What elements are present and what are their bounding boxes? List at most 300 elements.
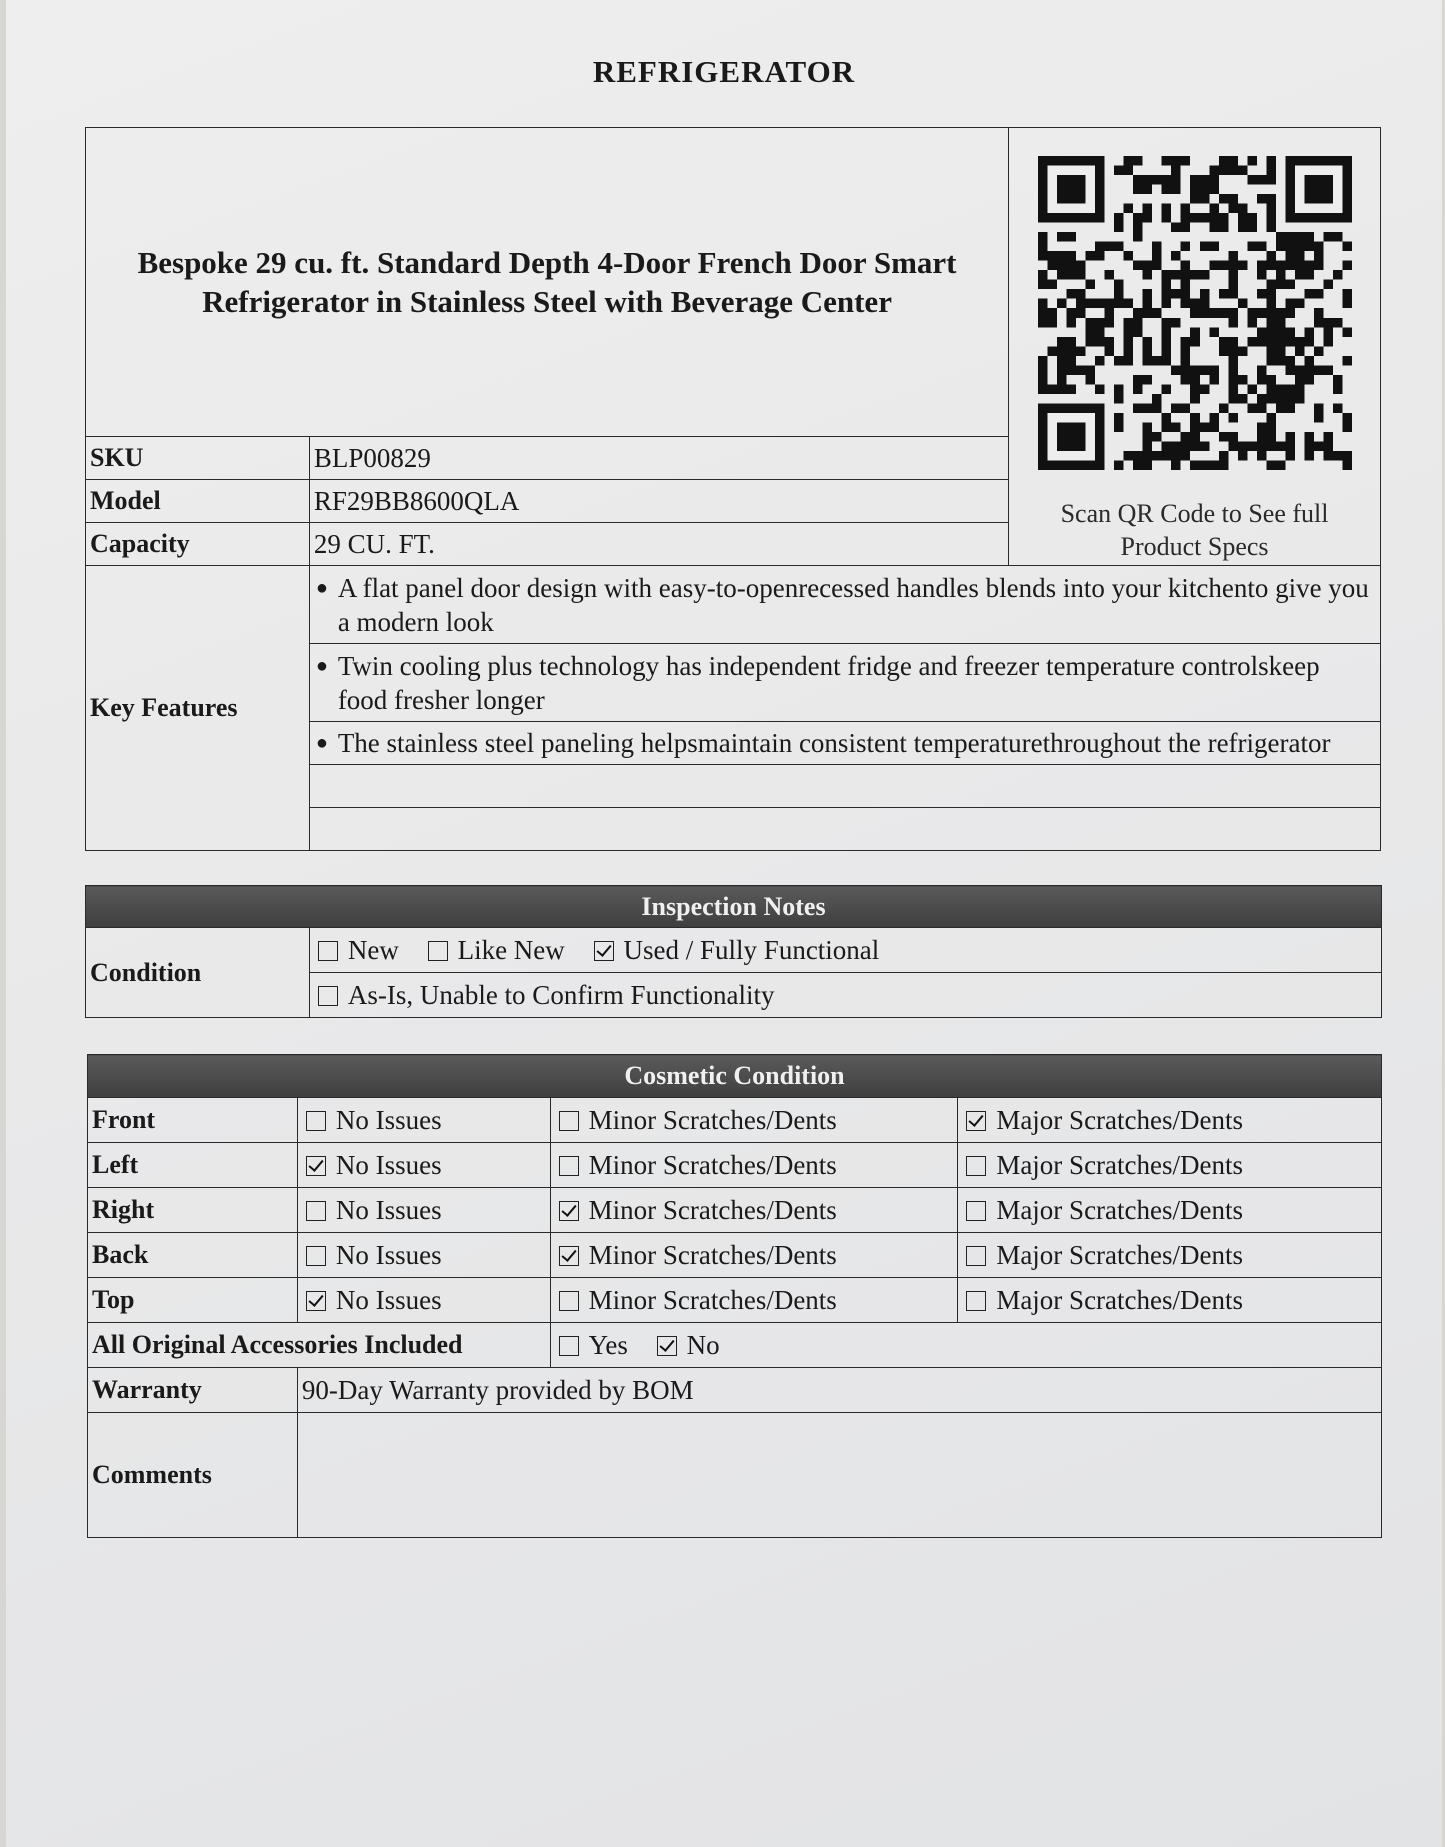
qr-module bbox=[1085, 318, 1095, 328]
cosmetic-option[interactable] bbox=[550, 1188, 958, 1233]
qr-module bbox=[1104, 308, 1114, 318]
qr-module bbox=[1218, 337, 1228, 347]
qr-module bbox=[1218, 194, 1228, 204]
qr-module bbox=[1057, 299, 1067, 309]
qr-module bbox=[1114, 460, 1124, 470]
qr-module bbox=[1218, 460, 1228, 470]
qr-module bbox=[1313, 365, 1323, 375]
qr-module bbox=[1104, 337, 1114, 347]
qr-module bbox=[1266, 460, 1276, 470]
qr-module bbox=[1047, 346, 1057, 356]
qr-module bbox=[1038, 365, 1048, 375]
qr-module bbox=[1114, 280, 1124, 290]
qr-module bbox=[1228, 261, 1238, 271]
qr-module bbox=[1161, 384, 1171, 394]
qr-module bbox=[1275, 327, 1285, 337]
qr-module bbox=[1114, 413, 1124, 423]
qr-module bbox=[1066, 356, 1076, 366]
qr-module bbox=[1294, 365, 1304, 375]
qr-module bbox=[1180, 299, 1190, 309]
qr-module bbox=[1342, 356, 1352, 366]
qr-module bbox=[1237, 299, 1247, 309]
qr-module bbox=[1342, 460, 1352, 470]
qr-module bbox=[1161, 289, 1171, 299]
qr-module bbox=[1199, 213, 1209, 223]
qr-module bbox=[1323, 327, 1333, 337]
qr-module bbox=[1114, 384, 1124, 394]
qr-module bbox=[1114, 289, 1124, 299]
qr-module bbox=[1333, 318, 1343, 328]
qr-module bbox=[1180, 403, 1190, 413]
qr-module bbox=[1294, 299, 1304, 309]
qr-module bbox=[1076, 270, 1086, 280]
qr-module bbox=[1228, 384, 1238, 394]
qr-module bbox=[1123, 337, 1133, 347]
qr-module bbox=[1171, 166, 1181, 176]
qr-module bbox=[1133, 451, 1143, 461]
qr-module bbox=[1218, 166, 1228, 176]
qr-module bbox=[1190, 175, 1200, 185]
accessories-yes[interactable] bbox=[559, 1330, 628, 1360]
bullet-icon: ● bbox=[315, 654, 328, 677]
qr-module bbox=[1123, 451, 1133, 461]
sku-value: BLP00829 bbox=[309, 437, 1008, 480]
option-label: Major Scratches/Dents bbox=[996, 1149, 1243, 1180]
qr-module bbox=[1114, 166, 1124, 176]
qr-module bbox=[1209, 413, 1219, 423]
cosmetic-row-label: Left bbox=[88, 1143, 298, 1188]
qr-module bbox=[1294, 394, 1304, 404]
qr-module bbox=[1057, 375, 1067, 385]
qr-module bbox=[1285, 432, 1295, 442]
qr-module bbox=[1161, 441, 1171, 451]
qr-module bbox=[1304, 289, 1314, 299]
comments-value[interactable] bbox=[297, 1413, 1381, 1538]
qr-module bbox=[1199, 242, 1209, 252]
cosmetic-option[interactable] bbox=[297, 1098, 550, 1143]
qr-module bbox=[1256, 289, 1266, 299]
qr-module bbox=[1275, 280, 1285, 290]
comments-label: Comments bbox=[88, 1413, 298, 1538]
qr-module bbox=[1123, 346, 1133, 356]
qr-module bbox=[1161, 299, 1171, 309]
option-label: Yes bbox=[588, 1329, 628, 1360]
qr-module bbox=[1237, 213, 1247, 223]
key-features-label: Key Features bbox=[86, 566, 310, 851]
qr-module bbox=[1133, 403, 1143, 413]
cosmetic-option[interactable] bbox=[550, 1143, 958, 1188]
product-name bbox=[86, 128, 1009, 437]
qr-module bbox=[1256, 327, 1266, 337]
qr-module bbox=[1285, 261, 1295, 271]
qr-module bbox=[1180, 213, 1190, 223]
qr-module bbox=[1161, 327, 1171, 337]
qr-module bbox=[1237, 204, 1247, 214]
qr-module bbox=[1057, 337, 1067, 347]
qr-caption-line1: Scan QR Code to See full bbox=[1060, 499, 1329, 528]
qr-module bbox=[1275, 394, 1285, 404]
qr-module bbox=[1171, 175, 1181, 185]
qr-module bbox=[1180, 289, 1190, 299]
qr-module bbox=[1285, 232, 1295, 242]
qr-module bbox=[1333, 451, 1343, 461]
option-label: No Issues bbox=[335, 1239, 442, 1270]
qr-module bbox=[1066, 318, 1076, 328]
qr-module bbox=[1133, 318, 1143, 328]
qr-module bbox=[1237, 451, 1247, 461]
option-label: Like New bbox=[457, 934, 565, 965]
cosmetic-option[interactable] bbox=[550, 1278, 958, 1323]
qr-module bbox=[1228, 356, 1238, 366]
qr-module bbox=[1333, 403, 1343, 413]
qr-module bbox=[1285, 384, 1295, 394]
qr-module bbox=[1171, 251, 1181, 261]
checkbox-icon bbox=[559, 1111, 579, 1131]
qr-module bbox=[1228, 394, 1238, 404]
qr-module bbox=[1123, 156, 1133, 166]
option-label: No Issues bbox=[335, 1149, 442, 1180]
qr-module bbox=[1142, 204, 1152, 214]
qr-module bbox=[1266, 318, 1276, 328]
qr-module bbox=[1256, 432, 1266, 442]
qr-module bbox=[1304, 432, 1314, 442]
qr-module bbox=[1161, 346, 1171, 356]
cosmetic-option[interactable] bbox=[550, 1098, 958, 1143]
condition-new[interactable] bbox=[318, 935, 399, 965]
cosmetic-option[interactable] bbox=[958, 1233, 1382, 1278]
qr-module bbox=[1294, 270, 1304, 280]
checkbox-icon bbox=[559, 1246, 579, 1266]
qr-module bbox=[1180, 451, 1190, 461]
accessories-no[interactable] bbox=[657, 1330, 720, 1360]
qr-module bbox=[1047, 261, 1057, 271]
qr-module bbox=[1190, 308, 1200, 318]
qr-module bbox=[1313, 441, 1323, 451]
qr-caption bbox=[1013, 497, 1376, 563]
qr-module bbox=[1256, 441, 1266, 451]
option-label: Major Scratches/Dents bbox=[996, 1284, 1243, 1315]
qr-module bbox=[1142, 289, 1152, 299]
qr-module bbox=[1228, 194, 1238, 204]
qr-module bbox=[1266, 356, 1276, 366]
cosmetic-row bbox=[88, 1098, 1382, 1143]
qr-module bbox=[1180, 204, 1190, 214]
qr-module bbox=[1313, 346, 1323, 356]
qr-module bbox=[1209, 375, 1219, 385]
qr-module bbox=[1228, 413, 1238, 423]
qr-module bbox=[1171, 441, 1181, 451]
qr-module bbox=[1323, 318, 1333, 328]
qr-module bbox=[1209, 422, 1219, 432]
product-name-line2: Refrigerator in Stainless Steel with Beverage Center bbox=[202, 284, 892, 319]
qr-cell bbox=[1009, 128, 1381, 566]
qr-module bbox=[1142, 432, 1152, 442]
checkbox-icon bbox=[966, 1111, 986, 1131]
qr-module bbox=[1180, 441, 1190, 451]
option-label: Minor Scratches/Dents bbox=[588, 1149, 837, 1180]
qr-module bbox=[1304, 451, 1314, 461]
qr-module bbox=[1047, 280, 1057, 290]
qr-module bbox=[1294, 251, 1304, 261]
condition-used[interactable] bbox=[594, 935, 880, 965]
qr-code[interactable] bbox=[1038, 156, 1352, 470]
qr-module bbox=[1085, 327, 1095, 337]
checkbox-icon bbox=[966, 1246, 986, 1266]
qr-module bbox=[1057, 365, 1067, 375]
qr-module bbox=[1142, 346, 1152, 356]
qr-module bbox=[1323, 432, 1333, 442]
cosmetic-option[interactable] bbox=[297, 1188, 550, 1233]
qr-module bbox=[1218, 451, 1228, 461]
qr-module bbox=[1057, 175, 1086, 204]
qr-module bbox=[1199, 422, 1209, 432]
qr-module bbox=[1180, 242, 1190, 252]
qr-module bbox=[1066, 384, 1076, 394]
qr-module bbox=[1190, 270, 1200, 280]
cosmetic-option[interactable] bbox=[297, 1278, 550, 1323]
qr-module bbox=[1057, 251, 1067, 261]
qr-module bbox=[1285, 451, 1295, 461]
qr-module bbox=[1266, 213, 1276, 223]
qr-module bbox=[1038, 242, 1048, 252]
qr-module bbox=[1152, 261, 1162, 271]
qr-module bbox=[1190, 365, 1200, 375]
qr-module bbox=[1285, 441, 1295, 451]
qr-module bbox=[1133, 327, 1143, 337]
qr-module bbox=[1247, 384, 1257, 394]
qr-module bbox=[1266, 384, 1276, 394]
qr-module bbox=[1190, 422, 1200, 432]
qr-module bbox=[1190, 327, 1200, 337]
qr-module bbox=[1256, 337, 1266, 347]
qr-module bbox=[1266, 327, 1276, 337]
qr-module bbox=[1247, 213, 1257, 223]
option-label: No Issues bbox=[335, 1194, 442, 1225]
qr-module bbox=[1218, 403, 1228, 413]
qr-module bbox=[1218, 346, 1228, 356]
qr-module bbox=[1095, 337, 1105, 347]
condition-as-is[interactable] bbox=[318, 980, 775, 1010]
key-feature-text: Twin cooling plus technology has independent fridge and freezer temperature controlskeep food fresher longer bbox=[337, 650, 1320, 715]
qr-module bbox=[1294, 232, 1304, 242]
qr-module bbox=[1313, 318, 1323, 328]
qr-module bbox=[1237, 166, 1247, 176]
qr-module bbox=[1161, 204, 1171, 214]
qr-module bbox=[1313, 261, 1323, 271]
qr-module bbox=[1218, 289, 1228, 299]
accessories-options bbox=[550, 1323, 1381, 1368]
qr-module bbox=[1076, 365, 1086, 375]
qr-module bbox=[1085, 365, 1095, 375]
product-table bbox=[85, 127, 1381, 851]
qr-module bbox=[1266, 394, 1276, 404]
qr-module bbox=[1123, 251, 1133, 261]
checkbox-icon bbox=[559, 1201, 579, 1221]
condition-options-row2 bbox=[309, 973, 1381, 1018]
option-label: Minor Scratches/Dents bbox=[588, 1284, 837, 1315]
qr-module bbox=[1057, 384, 1067, 394]
qr-module bbox=[1304, 356, 1314, 366]
qr-module bbox=[1085, 375, 1095, 385]
checkbox-icon bbox=[559, 1291, 579, 1311]
qr-module bbox=[1209, 460, 1219, 470]
qr-module bbox=[1142, 308, 1152, 318]
qr-module bbox=[1057, 270, 1067, 280]
qr-module bbox=[1209, 327, 1219, 337]
qr-module bbox=[1133, 213, 1143, 223]
checkbox-icon bbox=[594, 941, 614, 961]
qr-module bbox=[1256, 308, 1266, 318]
qr-module bbox=[1342, 413, 1352, 423]
capacity-label: Capacity bbox=[86, 523, 310, 566]
cosmetic-option[interactable] bbox=[958, 1188, 1382, 1233]
qr-module bbox=[1199, 185, 1209, 195]
qr-module bbox=[1190, 394, 1200, 404]
qr-module bbox=[1171, 185, 1181, 195]
qr-module bbox=[1114, 242, 1124, 252]
qr-module bbox=[1275, 403, 1285, 413]
qr-module bbox=[1209, 213, 1219, 223]
condition-like-new[interactable] bbox=[428, 935, 565, 965]
qr-module bbox=[1152, 356, 1162, 366]
checkbox-icon bbox=[966, 1201, 986, 1221]
qr-module bbox=[1275, 441, 1285, 451]
qr-module bbox=[1237, 223, 1247, 233]
document-page bbox=[6, 0, 1442, 1847]
qr-module bbox=[1066, 337, 1076, 347]
qr-module bbox=[1066, 346, 1076, 356]
qr-module bbox=[1228, 441, 1238, 451]
qr-module bbox=[1076, 346, 1086, 356]
qr-module bbox=[1285, 394, 1295, 404]
qr-module bbox=[1171, 365, 1181, 375]
qr-module bbox=[1275, 270, 1285, 280]
qr-module bbox=[1237, 261, 1247, 271]
qr-module bbox=[1142, 441, 1152, 451]
qr-module bbox=[1123, 299, 1133, 309]
cosmetic-option[interactable] bbox=[550, 1233, 958, 1278]
option-label: Minor Scratches/Dents bbox=[588, 1239, 837, 1270]
qr-module bbox=[1038, 280, 1048, 290]
option-label: No Issues bbox=[335, 1104, 442, 1135]
qr-module bbox=[1199, 365, 1209, 375]
qr-module bbox=[1333, 384, 1343, 394]
product-name-line1: Bespoke 29 cu. ft. Standard Depth 4-Door French Door Smart bbox=[137, 245, 957, 280]
qr-module bbox=[1266, 156, 1276, 166]
qr-module bbox=[1095, 318, 1105, 328]
qr-module bbox=[1256, 365, 1266, 375]
qr-module bbox=[1190, 384, 1200, 394]
qr-module bbox=[1142, 185, 1152, 195]
qr-module bbox=[1218, 213, 1228, 223]
qr-module bbox=[1304, 441, 1314, 451]
condition-label: Condition bbox=[86, 928, 310, 1018]
qr-module bbox=[1038, 299, 1048, 309]
qr-module bbox=[1228, 375, 1238, 385]
qr-module bbox=[1285, 299, 1295, 309]
qr-module bbox=[1304, 327, 1314, 337]
qr-module bbox=[1266, 204, 1276, 214]
cosmetic-row bbox=[88, 1143, 1382, 1188]
qr-module bbox=[1190, 194, 1200, 204]
cosmetic-option[interactable] bbox=[958, 1143, 1382, 1188]
qr-module bbox=[1247, 242, 1257, 252]
qr-module bbox=[1123, 318, 1133, 328]
qr-module bbox=[1133, 308, 1143, 318]
cosmetic-option[interactable] bbox=[958, 1278, 1382, 1323]
qr-module bbox=[1209, 175, 1219, 185]
qr-module bbox=[1266, 375, 1276, 385]
cosmetic-option[interactable] bbox=[297, 1143, 550, 1188]
qr-module bbox=[1180, 280, 1190, 290]
qr-module bbox=[1152, 451, 1162, 461]
checkbox-icon bbox=[559, 1336, 579, 1356]
qr-module bbox=[1275, 356, 1285, 366]
qr-module bbox=[1333, 270, 1343, 280]
checkbox-icon bbox=[318, 941, 338, 961]
qr-module bbox=[1218, 223, 1228, 233]
qr-module bbox=[1190, 432, 1200, 442]
qr-module bbox=[1209, 308, 1219, 318]
inspection-table bbox=[85, 885, 1382, 1018]
qr-module bbox=[1038, 308, 1048, 318]
qr-module bbox=[1076, 289, 1086, 299]
checkbox-icon bbox=[318, 986, 338, 1006]
option-label: Major Scratches/Dents bbox=[996, 1239, 1243, 1270]
qr-module bbox=[1038, 251, 1048, 261]
qr-module bbox=[1256, 261, 1266, 271]
qr-module bbox=[1275, 318, 1285, 328]
cosmetic-row bbox=[88, 1233, 1382, 1278]
qr-module bbox=[1209, 166, 1219, 176]
qr-module bbox=[1304, 242, 1314, 252]
qr-module bbox=[1209, 242, 1219, 252]
checkbox-icon bbox=[428, 941, 448, 961]
option-label: Major Scratches/Dents bbox=[996, 1194, 1243, 1225]
qr-module bbox=[1199, 441, 1209, 451]
qr-module bbox=[1199, 460, 1209, 470]
cosmetic-header: Cosmetic Condition bbox=[88, 1055, 1382, 1098]
cosmetic-option[interactable] bbox=[297, 1233, 550, 1278]
qr-module bbox=[1294, 261, 1304, 271]
qr-module bbox=[1285, 308, 1295, 318]
qr-module bbox=[1161, 156, 1171, 166]
qr-module bbox=[1038, 270, 1048, 280]
qr-module bbox=[1171, 223, 1181, 233]
qr-module bbox=[1247, 308, 1257, 318]
qr-module bbox=[1095, 299, 1105, 309]
qr-module bbox=[1342, 451, 1352, 461]
qr-module bbox=[1256, 394, 1266, 404]
qr-module bbox=[1266, 308, 1276, 318]
qr-module bbox=[1133, 156, 1143, 166]
qr-module bbox=[1275, 261, 1285, 271]
qr-module bbox=[1228, 289, 1238, 299]
cosmetic-option[interactable] bbox=[958, 1098, 1382, 1143]
qr-module bbox=[1047, 308, 1057, 318]
qr-module bbox=[1190, 299, 1200, 309]
qr-module bbox=[1047, 318, 1057, 328]
key-feature-1 bbox=[309, 566, 1380, 644]
qr-module bbox=[1304, 232, 1314, 242]
qr-module bbox=[1180, 375, 1190, 385]
qr-module bbox=[1171, 451, 1181, 461]
qr-module bbox=[1104, 270, 1114, 280]
qr-module bbox=[1171, 460, 1181, 470]
qr-module bbox=[1180, 356, 1190, 366]
qr-module bbox=[1304, 337, 1314, 347]
qr-module bbox=[1142, 213, 1152, 223]
